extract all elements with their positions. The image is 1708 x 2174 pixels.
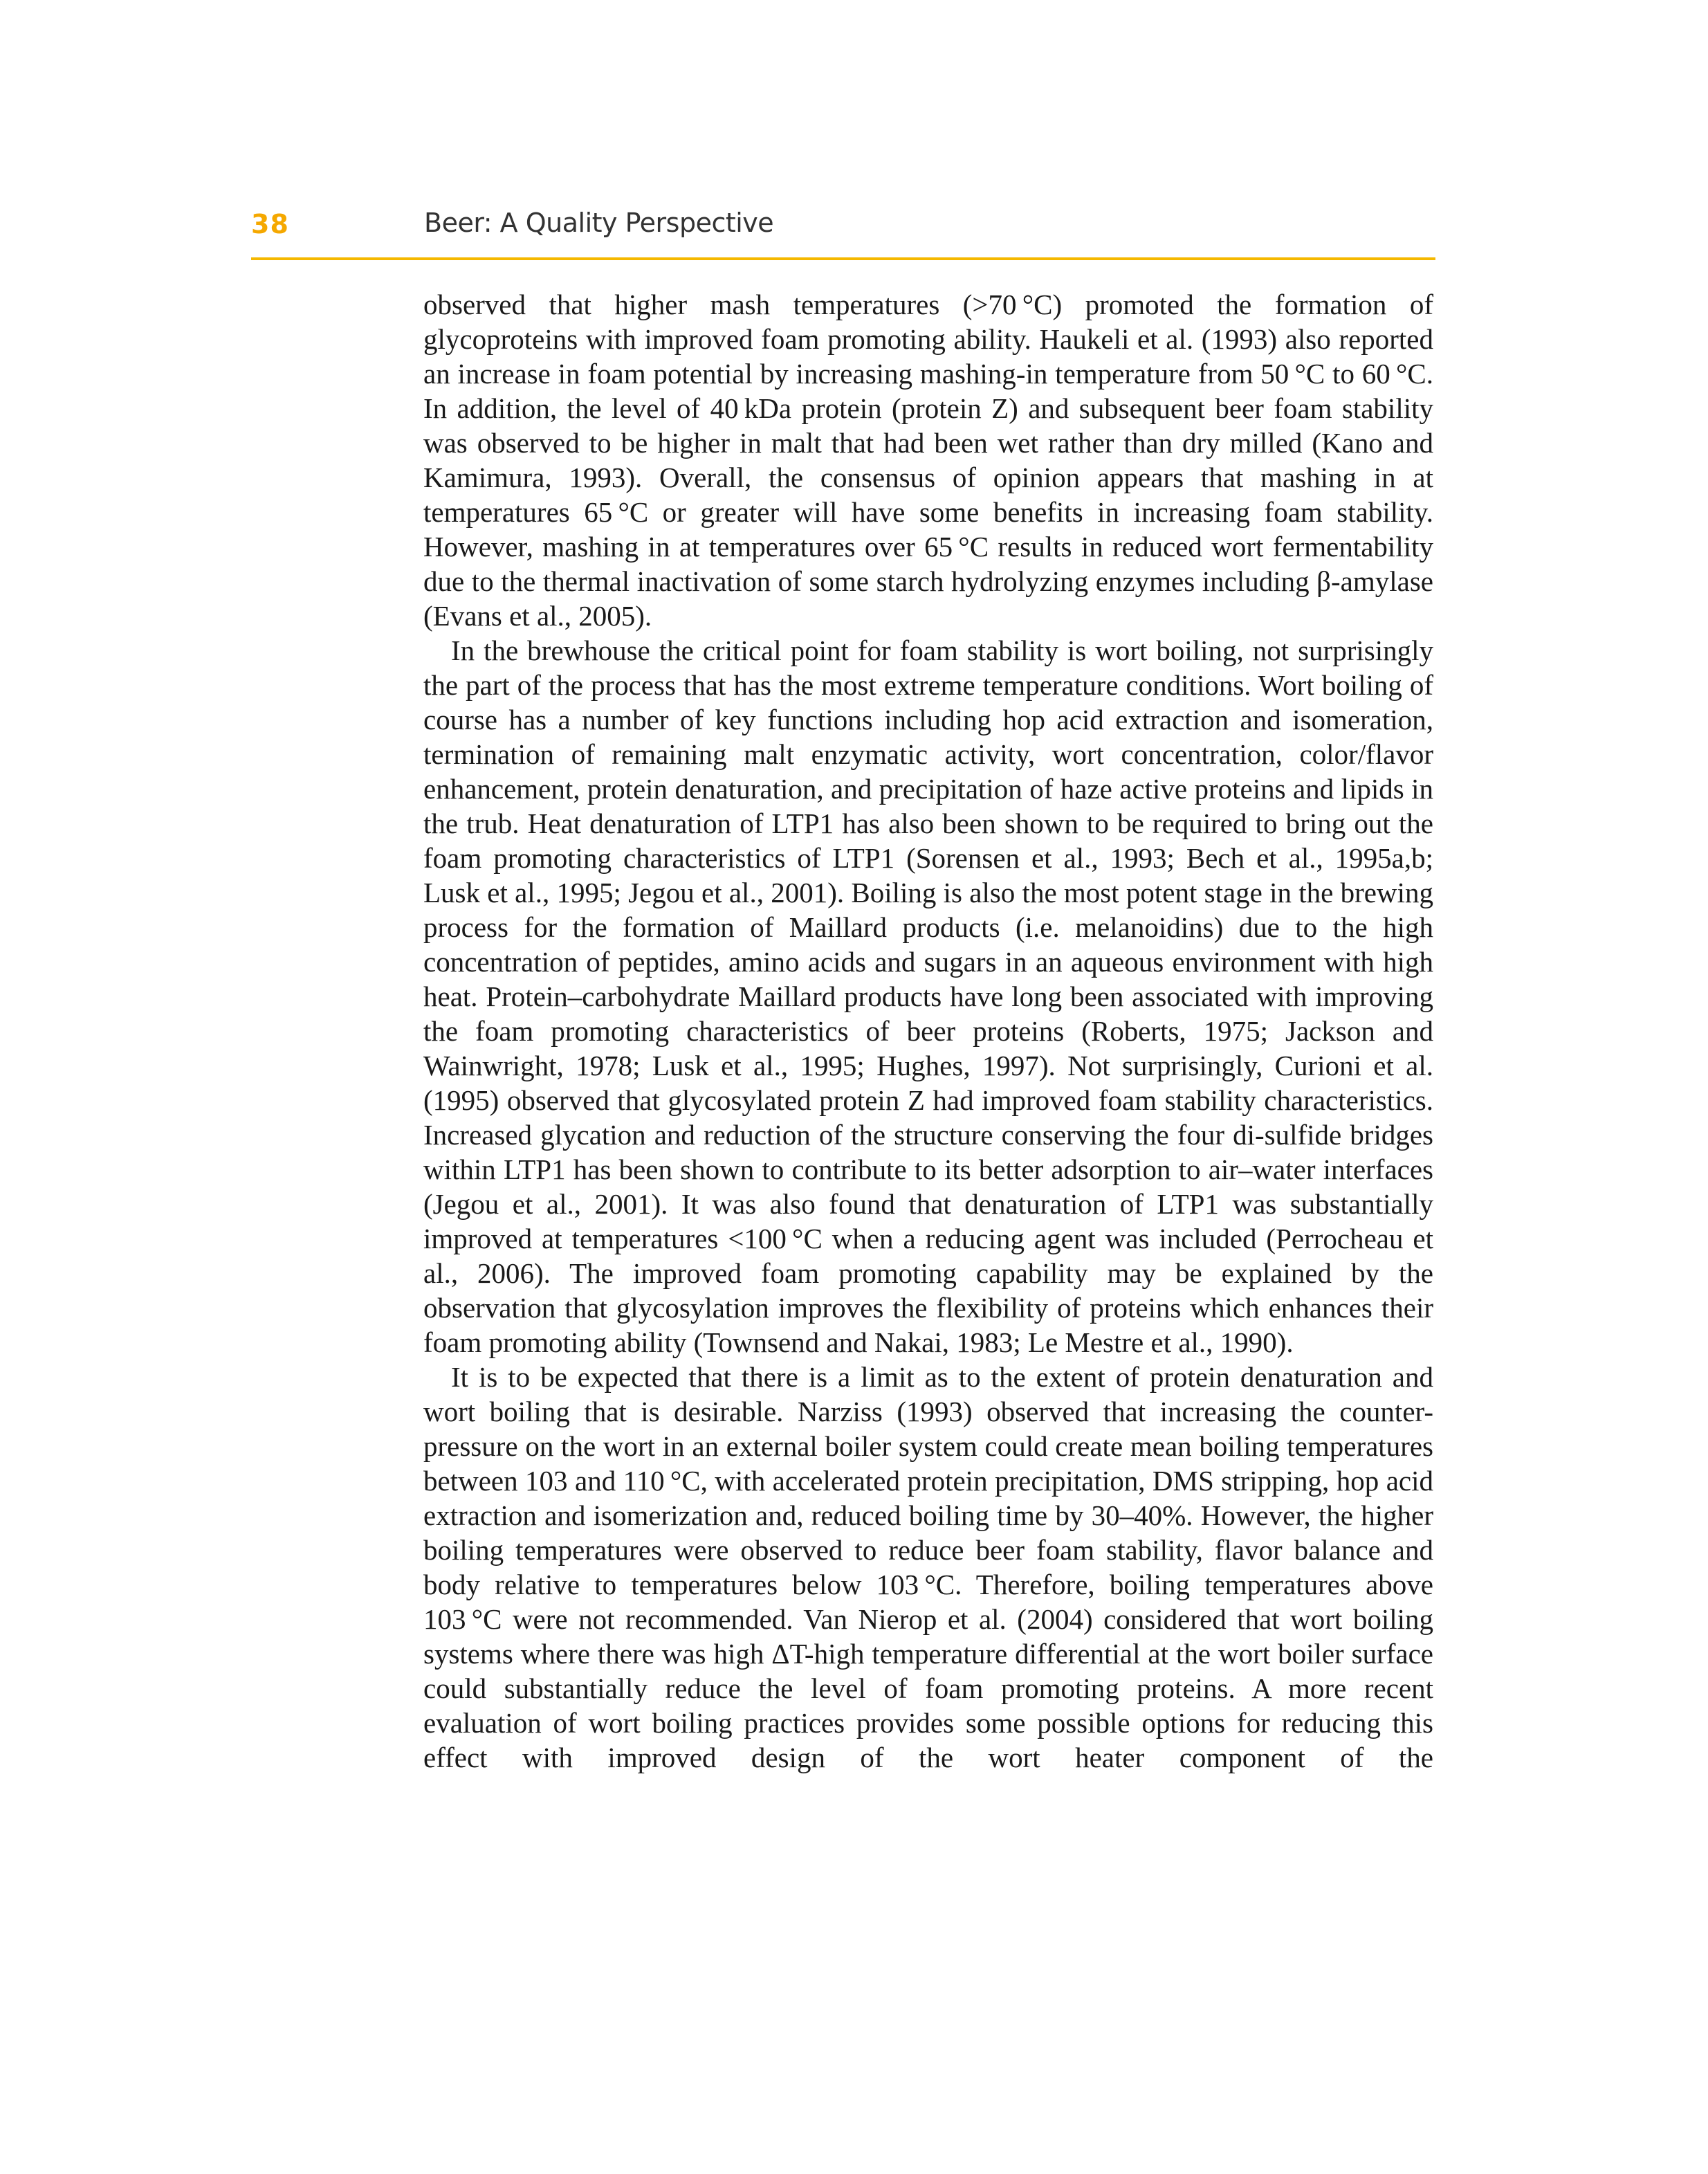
body-text: [423, 287, 1433, 1775]
running-head: [251, 202, 1435, 259]
header-rule: [251, 257, 1435, 260]
paragraph-2: In the brewhouse the critical point for foam stability is wort boiling, not surprisingly the part of the process that has the most extreme temperature conditions. Wort boiling of course has a number of key functions including hop acid extraction and isomeration, termination of remaining malt enzymatic activity, wort concentration, color/flavor enhancement, protein denaturation, and precipitation of haze active proteins and lipids in the trub. Heat denaturation of LTP1 has also been shown to be required to bring out the foam promoting characteristics of LTP1 (Sorensen et al., 1993; Bech et al., 1995a,b; Lusk et al., 1995; Jegou et al., 2001). Boiling is also the most potent stage in the brewing process for the formation of Maillard products (i.e. melanoidins) due to the high concentration of peptides, amino acids and sugars in an aqueous environment with high heat. Protein–carbohydrate Maillard products have long been associated with improving the foam promoting characteristics of beer proteins (Roberts, 1975; Jackson and Wainwright, 1978; Lusk et al., 1995; Hughes, 1997). Not surprisingly, Curioni et al. (1995) observed that glycosylated protein Z had improved foam stability characteristics. Increased glycation and reduction of the structure conserving the four di-sulfide bridges within LTP1 has been shown to contribute to its better adsorption to air–water interfaces (Jegou et al., 2001). It was also found that denaturation of LTP1 was substantially improved at temperatures <100 °C when a reducing agent was included (Perrocheau et al., 2006). The improved foam promoting capability may be explained by the observation that glycosylation improves the flexibility of proteins which enhances their foam promoting ability (Townsend and Nakai, 1983; Le Mestre et al., 1990).: [423, 634, 1433, 1358]
paragraph-3: It is to be expected that there is a limit as to the extent of protein denaturation and wort boiling that is desirable. Narziss (1993) observed that increasing the counter-pressure on the wort in an external boiler system could create mean boiling temperatures between 103 and 110 °C, with accelerated protein precipitation, DMS stripping, hop acid extraction and isomerization and, reduced boiling time by 30–40%. However, the higher boiling temperatures were observed to reduce beer foam stability, flavor balance and body relative to temperatures below 103 °C. Therefore, boiling temperatures above 103 °C were not recommended. Van Nierop et al. (2004) considered that wort boiling systems where there was high ΔT-high temperature differential at the wort boiler surface could substantially reduce the level of foam promoting proteins. A more recent evaluation of wort boiling practices provides some possible options for reducing this effect with improved design of the wort heater component of the: [423, 1361, 1433, 1773]
paragraph-1: observed that higher mash temperatures (>70 °C) promoted the formation of glycoproteins with improved foam promoting ability. Haukeli et al. (1993) also reported an increase in foam potential by increasing mashing-in temperature from 50 °C to 60 °C. In addition, the level of 40 kDa protein (protein Z) and subsequent beer foam stability was observed to be higher in malt that had been wet rather than dry milled (Kano and Kamimura, 1993). Overall, the consensus of opinion appears that mashing in at temperatures 65 °C or greater will have some benefits in increasing foam stability. However, mashing in at temperatures over 65 °C results in reduced wort fermentability due to the thermal inactivation of some starch hydrolyzing enzymes including β-amylase (Evans et al., 2005).: [423, 289, 1433, 632]
page-number: 38: [251, 209, 289, 239]
book-title: Beer: A Quality Perspective: [424, 208, 774, 238]
